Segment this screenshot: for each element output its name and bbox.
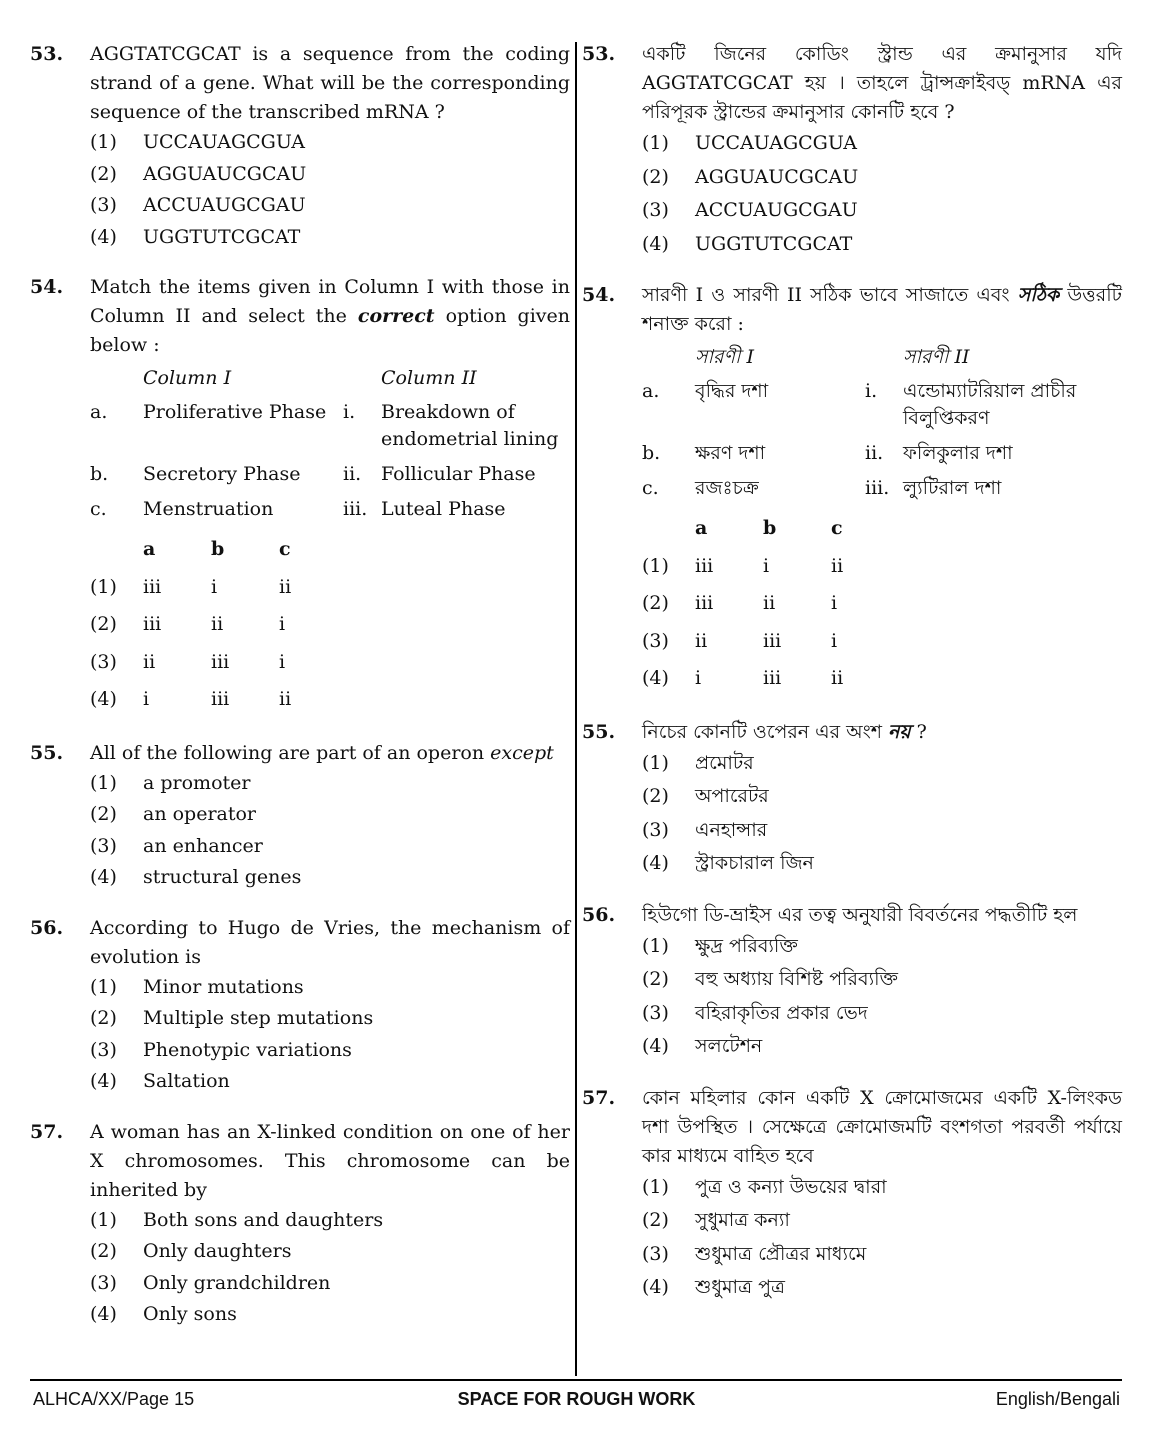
option-3[interactable]: (3) বহিরাকৃতির প্রকার ভেদ xyxy=(642,1001,868,1024)
option-3[interactable]: (3) ii iii i xyxy=(642,629,838,652)
question-number: 53. xyxy=(30,43,64,65)
question-stem: AGGTATCGCAT is a sequence from the coding strand of a gene. What will be the corresponding sequence of the transcribed mRNA ? xyxy=(90,43,570,123)
answer-grid-header: a b c xyxy=(695,517,843,539)
column-divider xyxy=(575,42,577,1376)
rough-work-label: SPACE FOR ROUGH WORK xyxy=(457,1389,696,1409)
option-3[interactable]: (3) এনহান্সার xyxy=(642,818,768,841)
option-4[interactable]: (4) সলটেশন xyxy=(642,1035,763,1057)
answer-grid-header: a b c xyxy=(143,538,291,560)
option-2[interactable]: (2) Multiple step mutations xyxy=(90,1007,374,1029)
option-3[interactable] xyxy=(90,190,570,222)
option-text: ACCUAUGCGAU xyxy=(143,194,306,216)
page-footer xyxy=(33,1389,1120,1415)
option-2[interactable]: (2) বহু অধ্যায় বিশিষ্ট পরিব্যক্তি xyxy=(642,968,898,990)
option-number: (4) xyxy=(90,225,117,248)
option-1[interactable]: (1) Minor mutations xyxy=(90,975,304,998)
question-number: 55. xyxy=(582,720,616,743)
question-54 xyxy=(30,273,570,719)
option-2[interactable]: (2) iii ii i xyxy=(90,613,286,635)
option-3[interactable]: (3) Only grandchildren xyxy=(90,1271,331,1294)
option-2[interactable]: (2) অপারেটর xyxy=(642,785,769,807)
column-i-heading: Column I xyxy=(143,367,232,389)
question-number: 57. xyxy=(30,1120,64,1143)
question-number: 57. xyxy=(582,1086,616,1109)
question-number: 54. xyxy=(582,284,616,306)
match-table xyxy=(90,364,570,523)
option-3[interactable]: (3) ii iii i xyxy=(90,650,286,673)
option-4[interactable]: (4) Saltation xyxy=(90,1070,230,1092)
match-row: a. বৃদ্ধির দশা i. এন্ডোম্যাটরিয়াল প্রাচীর বিলুপ্তিকরণ xyxy=(642,380,1077,429)
question-stem: A woman has an X-linked condition on one of her X chromosomes. This chromosome can be inherited by xyxy=(90,1120,570,1201)
question-number: 54. xyxy=(30,276,64,298)
question-stem: কোন মহিলার কোন একটি X ক্রোমোজমের একটি X-লিংকড দশা উপস্থিত । সেক্ষেত্রে ক্রোমোজমটি বংশগতা পরবর্তী পর্যায়ে কার মাধ্যমে বাহিত হবে xyxy=(642,1086,1122,1167)
page-code: ALHCA/XX/Page 15 xyxy=(33,1389,195,1409)
option-1[interactable]: (1) Both sons and daughters xyxy=(90,1208,384,1231)
option-3[interactable]: (3) Phenotypic variations xyxy=(90,1038,352,1061)
match-header xyxy=(90,364,570,393)
option-number: (2) xyxy=(90,162,117,185)
question-57 xyxy=(30,1118,570,1331)
english-column xyxy=(30,40,570,1351)
option-1[interactable]: (1) প্রমোটর xyxy=(642,751,754,774)
option-2[interactable]: (2) Only daughters xyxy=(90,1240,292,1262)
option-text: AGGUAUCGCAU xyxy=(143,162,307,185)
option-4[interactable]: (4) UGGTUTCGCAT xyxy=(642,232,853,255)
option-2[interactable]: (2) সুধুমাত্র কন্যা xyxy=(642,1209,790,1231)
option-2[interactable]: (2) AGGUAUCGCAU xyxy=(642,165,859,188)
question-53 xyxy=(30,40,570,253)
option-4[interactable]: (4) structural genes xyxy=(90,866,302,888)
answer-grid xyxy=(90,531,570,719)
option-2[interactable]: (2) an operator xyxy=(90,803,257,825)
option-4[interactable]: (4) Only sons xyxy=(90,1303,237,1325)
option-4[interactable]: (4) শুধুমাত্র পুত্র xyxy=(642,1276,785,1298)
question-stem: Match the items given in Column I with those in Column II and select the correct option given below : xyxy=(90,276,570,356)
option-4[interactable]: (4) i iii ii xyxy=(90,688,292,710)
question-stem: হিউগো ডি-ভ্রাইস এর তত্ব অনুযারী বিবর্তনের পদ্ধতীটি হল xyxy=(642,903,1078,926)
emphasis-correct: সঠিক xyxy=(1017,284,1060,306)
option-4[interactable]: (4) i iii ii xyxy=(642,667,844,689)
footer-divider xyxy=(30,1379,1122,1381)
option-1[interactable]: (1) পুত্র ও কন্যা উভয়ের দ্বারা xyxy=(642,1175,887,1198)
question-53-bengali xyxy=(582,40,1122,261)
question-number: 56. xyxy=(30,916,64,939)
option-4[interactable]: (4) স্ট্রাকচারাল জিন xyxy=(642,852,814,874)
option-1[interactable]: (1) iii i ii xyxy=(90,575,292,598)
question-number: 56. xyxy=(582,903,616,926)
emphasis-correct: correct xyxy=(357,305,435,327)
option-3[interactable]: (3) an enhancer xyxy=(90,834,263,857)
option-3[interactable]: (3) শুধুমাত্র প্রৌত্রর মাধ্যমে xyxy=(642,1242,867,1265)
question-54-bengali xyxy=(582,281,1122,698)
column-i-heading: সারণী I xyxy=(695,346,754,368)
match-table xyxy=(642,343,1122,502)
question-stem: একটি জিনের কোডিং স্ট্রান্ড এর ক্রমানুসার যদি AGGTATCGCAT হয় । তাহলে ট্রান্সক্রাইবড্ mRNA এর পরিপূরক স্ট্রান্ডের ক্রমানুসার কোনটি হবে ? xyxy=(642,43,1122,123)
match-row: a. Proliferative Phase i. Breakdown of endometrial lining xyxy=(90,401,559,450)
emphasis-except: except xyxy=(490,741,554,764)
question-55-bengali xyxy=(582,718,1122,881)
question-57-bengali xyxy=(582,1084,1122,1305)
option-number: (3) xyxy=(90,194,117,216)
option-1[interactable]: (1) a promoter xyxy=(90,771,251,794)
question-stem: According to Hugo de Vries, the mechanism of evolution is xyxy=(90,916,570,968)
language-label: English/Bengali xyxy=(995,1389,1120,1409)
question-55 xyxy=(30,739,570,894)
option-3[interactable]: (3) ACCUAUGCGAU xyxy=(642,199,858,221)
match-row: c. Menstruation iii. Luteal Phase xyxy=(90,498,506,520)
match-row: c. রজঃচক্র iii. ল্যুটিরাল দশা xyxy=(642,477,1002,499)
question-number: 53. xyxy=(582,43,616,65)
option-1[interactable]: (1) UCCAUAGCGUA xyxy=(642,132,858,154)
option-4[interactable] xyxy=(90,222,570,254)
question-56 xyxy=(30,914,570,1098)
column-ii-heading: সারণী II xyxy=(903,346,970,368)
option-1[interactable]: (1) ক্ষুদ্র পরিব্যক্তি xyxy=(642,934,798,957)
question-stem: নিচের কোনটি ওপেরন এর অংশ নয় ? xyxy=(642,720,927,743)
question-56-bengali xyxy=(582,901,1122,1064)
match-header xyxy=(642,343,1122,372)
question-stem: সারণী I ও সারণী II সঠিক ভাবে সাজাতে এবং সঠিক উত্তরটি শনাক্ত করো : xyxy=(642,284,1122,335)
column-ii-heading: Column II xyxy=(381,367,477,389)
answer-grid xyxy=(642,510,1122,698)
match-row: b. ক্ষরণ দশা ii. ফলিকুলার দশা xyxy=(642,442,1013,464)
option-number: (1) xyxy=(90,131,117,153)
question-number: 55. xyxy=(30,741,64,764)
question-stem: All of the following are part of an operon except xyxy=(90,741,554,764)
option-2[interactable] xyxy=(90,159,570,191)
match-row: b. Secretory Phase ii. Follicular Phase xyxy=(90,463,536,485)
bengali-column xyxy=(582,40,1122,1325)
option-text: UCCAUAGCGUA xyxy=(143,131,306,153)
option-1[interactable]: (1) iii i ii xyxy=(642,554,844,577)
option-1[interactable] xyxy=(90,127,570,159)
option-text: UGGTUTCGCAT xyxy=(143,225,301,248)
emphasis-not: নয় xyxy=(888,720,911,743)
option-2[interactable]: (2) iii ii i xyxy=(642,592,838,614)
